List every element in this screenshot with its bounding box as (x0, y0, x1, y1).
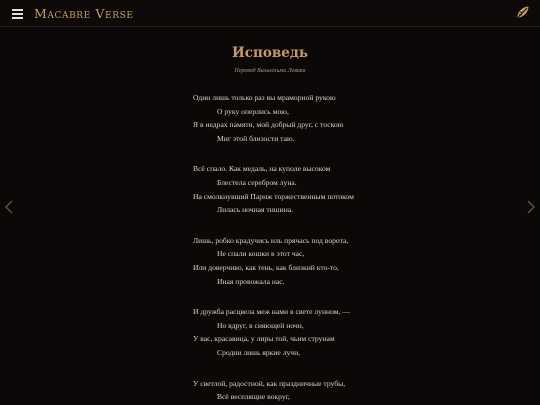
poem-line: Лишь, робко крадучись иль прячась под ворота, (193, 235, 349, 245)
poem-line: У светлой, радостной, как праздничные трубы, (193, 378, 346, 388)
poem-line: Лилась ночная тишина. (217, 205, 294, 215)
poem-line: Миг этой близости таю. (217, 133, 295, 143)
menu-bar-line (12, 13, 23, 15)
menu-bar-line (12, 9, 23, 11)
poem-stanza (193, 234, 513, 288)
previous-poem-arrow[interactable] (4, 199, 14, 213)
poem-line: Я в недрах памяти, мой добрый друг, с тоскою (193, 120, 344, 130)
poem-line: Блестела серебром луна. (217, 177, 297, 187)
poem-line: У вас, красавица, у лиры той, чьим струнам (193, 334, 335, 344)
poem-stanza (193, 305, 513, 359)
poem-subtitle: Перевод Вильгельма Левика (234, 68, 306, 74)
poem-line: Иная провожала нас. (217, 276, 285, 286)
hamburger-menu-icon[interactable] (12, 9, 24, 19)
chevron-left-icon (4, 200, 14, 214)
poem-stanza (193, 377, 513, 404)
top-bar (0, 0, 540, 27)
poem-line: На смолкнувший Париж торжественным потоком (193, 191, 354, 201)
poem-stanza (193, 162, 513, 216)
poem-line: Или доверчиво, как тень, как близкий кто-то, (193, 262, 339, 272)
site-title[interactable]: Macabre Verse (34, 6, 134, 21)
chevron-right-icon (526, 200, 536, 214)
poem-title: Исповедь (232, 45, 308, 61)
poem-line: О руку оперлись мою, (217, 106, 289, 116)
poem-stanza (193, 91, 513, 145)
poem-line: Всё веселящие вокруг, (217, 392, 290, 402)
poem-line: Не спали кошки в этот час, (217, 249, 305, 259)
poem-line: Но вдруг, в сияющей ночи, (217, 320, 304, 330)
poem-line: Всё спало. Как медаль, на куполе высоком (193, 164, 331, 174)
menu-bar-line (12, 17, 23, 19)
poem-stanzas (193, 91, 513, 405)
poem-line: Сродни лишь яркие лучи, (217, 347, 301, 357)
poem-line: И дружба расцвела меж нами в свете лунном, — (193, 307, 350, 317)
next-poem-arrow[interactable] (526, 199, 536, 213)
poem-line: Один лишь только раз вы мраморной рукою (193, 93, 336, 102)
feather-icon[interactable] (514, 5, 530, 21)
